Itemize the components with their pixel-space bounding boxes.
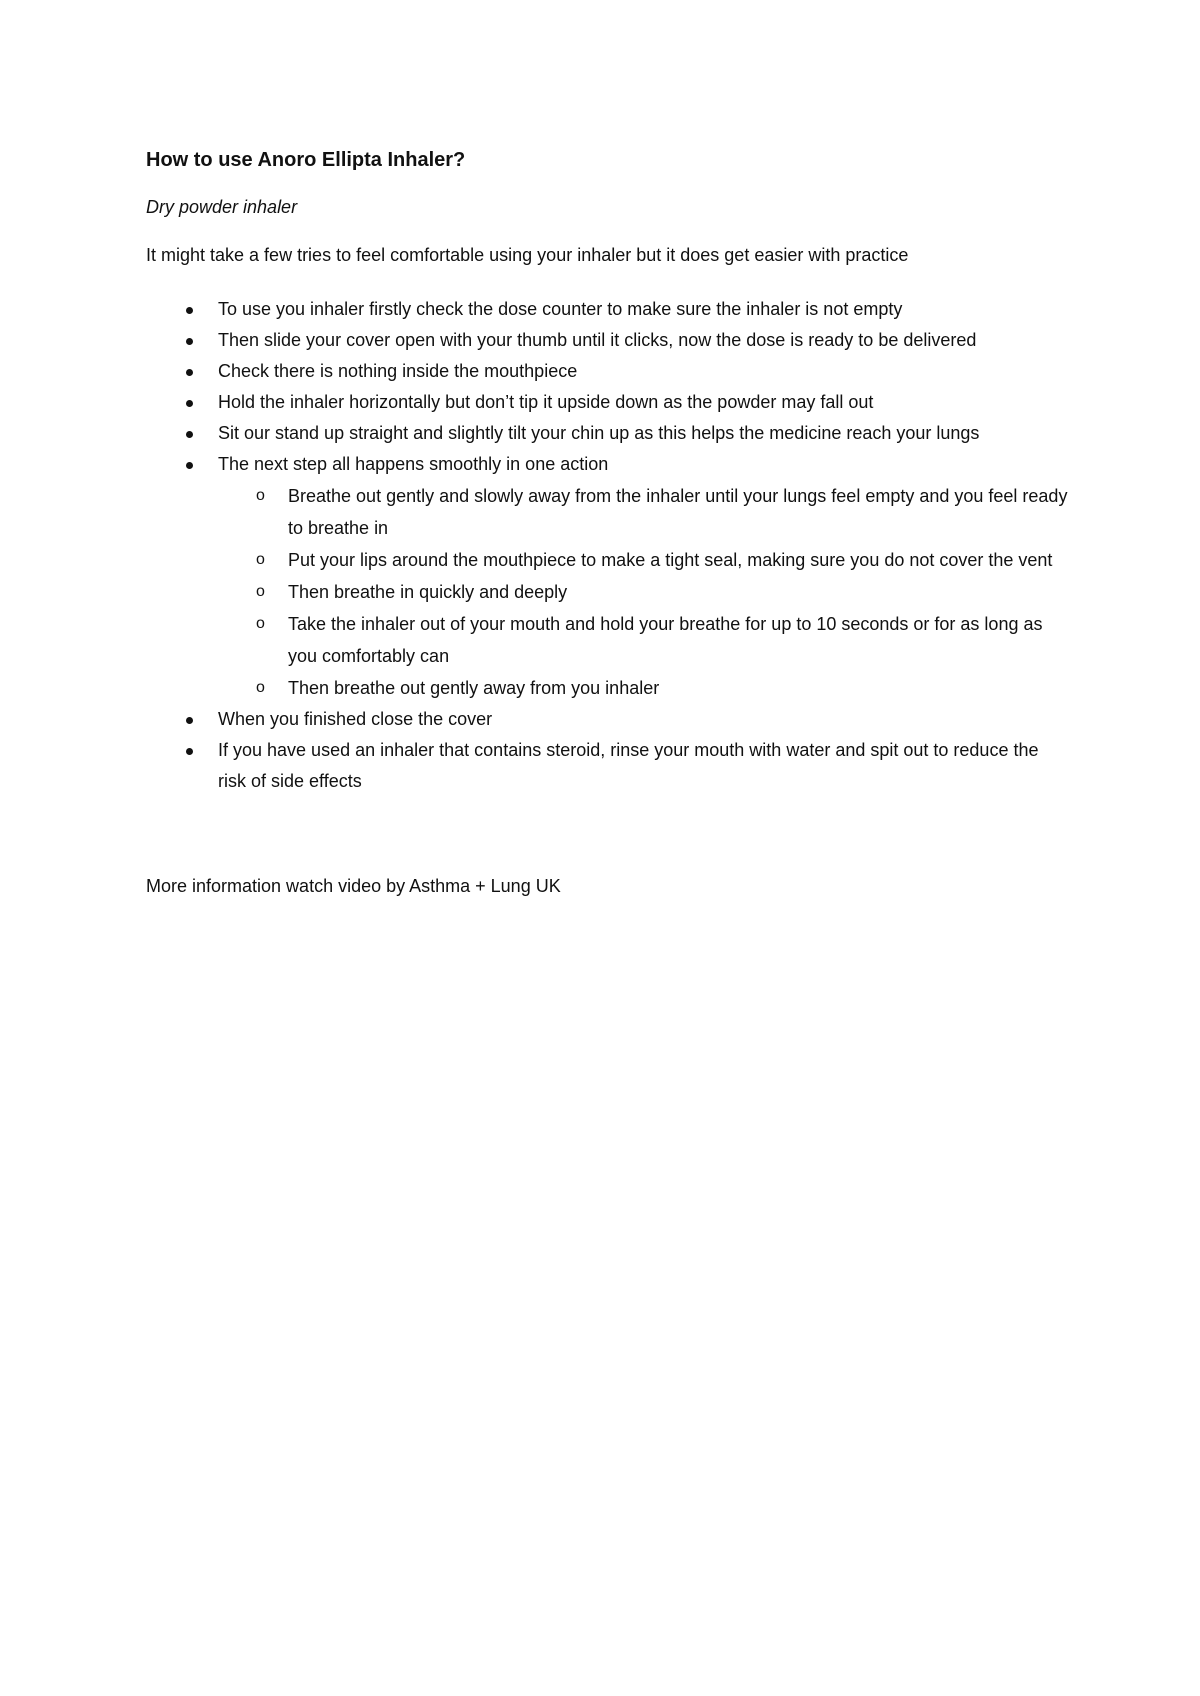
circle-bullet-icon: o [256,487,265,504]
list-item [146,704,1048,735]
document-subtitle: Dry powder inhaler [146,197,298,217]
substeps-list [218,480,1068,704]
bullet-icon [186,431,193,438]
step-text: To use you inhaler firstly check the dose counter to make sure the inhaler is not empty [218,299,903,319]
list-item [146,294,1048,325]
step-text: When you finished close the cover [218,709,493,729]
circle-bullet-icon: o [256,679,265,696]
step-text: If you have used an inhaler that contains steroid, rinse your mouth with water and spit out to reduce the risk of side effects [218,740,1039,791]
step-text: Then slide your cover open with your thumb until it clicks, now the dose is ready to be delivered [218,330,977,350]
list-item [146,735,1048,797]
bullet-icon [186,369,193,376]
step-text: Hold the inhaler horizontally but don’t tip it upside down as the powder may fall out [218,392,874,412]
substep-text: Breathe out gently and slowly away from the inhaler until your lungs feel empty and you feel ready to breathe in [288,486,1068,538]
list-item [146,418,1048,449]
substep-text: Then breathe out gently away from you inhaler [288,678,660,698]
sub-list-item [216,544,1068,576]
document-title: How to use Anoro Ellipta Inhaler? [146,149,466,171]
steps-list [146,294,1076,797]
step-text: Sit our stand up straight and slightly tilt your chin up as this helps the medicine reach your lungs [218,423,980,443]
list-item [146,356,1048,387]
footer-note: More information watch video by Asthma + Lung UK [146,876,561,896]
step-text: The next step all happens smoothly in one action [218,454,609,474]
bullet-icon [186,400,193,407]
bullet-icon [186,717,193,724]
intro-paragraph: It might take a few tries to feel comfortable using your inhaler but it does get easier with practice [146,245,909,265]
bullet-icon [186,307,193,314]
substep-text: Then breathe in quickly and deeply [288,582,568,602]
list-item [146,449,1068,704]
circle-bullet-icon: o [256,551,265,568]
sub-list-item [216,672,1068,704]
bullet-icon [186,748,193,755]
document-content [146,146,1076,899]
bullet-icon [186,338,193,345]
step-text: Check there is nothing inside the mouthpiece [218,361,578,381]
substep-text: Take the inhaler out of your mouth and hold your breathe for up to 10 seconds or for as long as you comfortably can [288,614,1043,666]
substep-text: Put your lips around the mouthpiece to make a tight seal, making sure you do not cover the vent [288,550,1053,570]
bullet-icon [186,462,193,469]
list-item [146,387,1048,418]
list-item [146,325,1048,356]
circle-bullet-icon: o [256,583,265,600]
circle-bullet-icon: o [256,615,265,632]
sub-list-item [216,480,1068,544]
sub-list-item [216,608,1068,672]
sub-list-item [216,576,1068,608]
